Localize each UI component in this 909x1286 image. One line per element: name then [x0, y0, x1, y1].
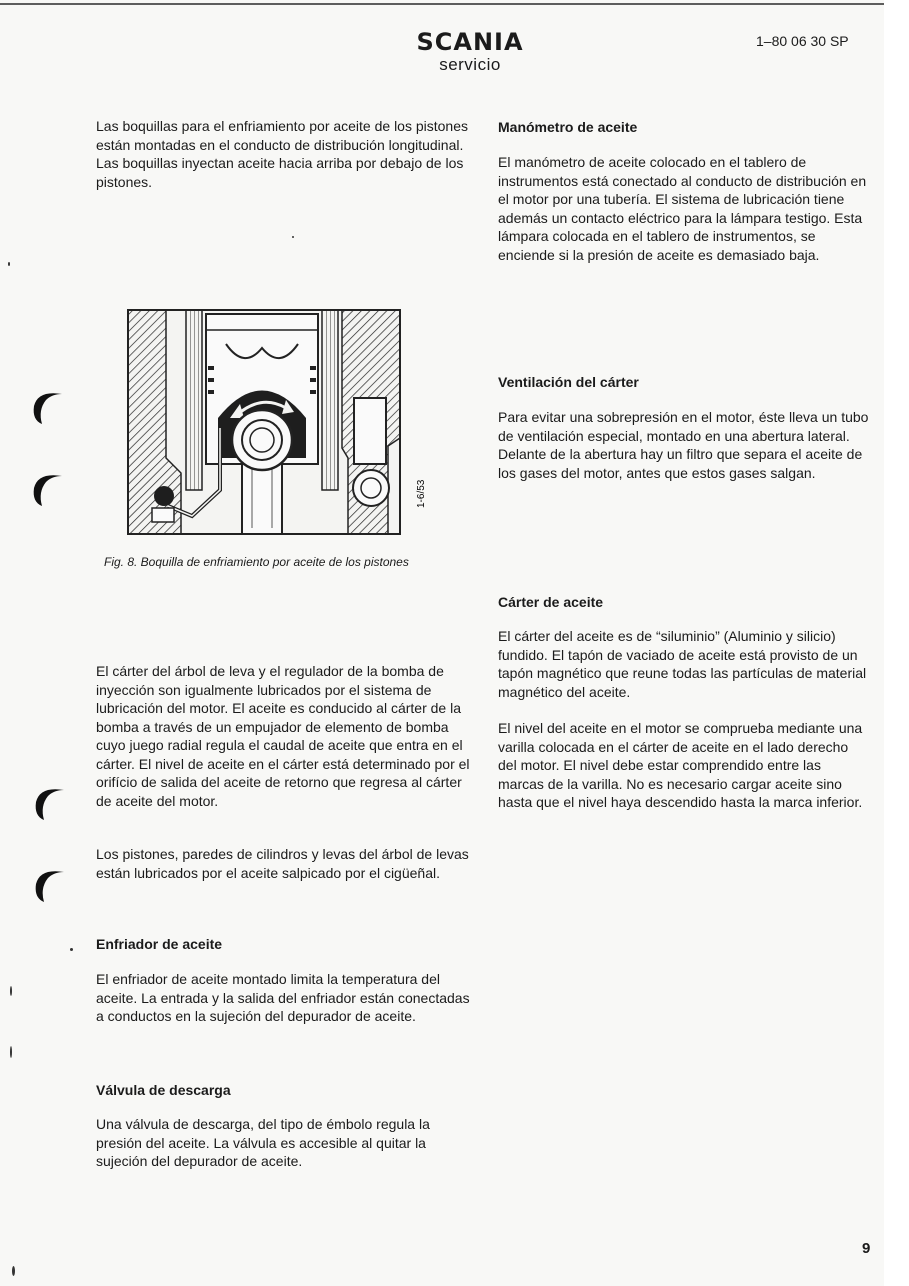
relief-valve-heading: Válvula de descarga — [96, 1082, 231, 1098]
figure-caption: Fig. 8. Boquilla de enfriamiento por aceite de los pistones — [104, 555, 409, 569]
piston-cooling-figure — [126, 308, 444, 540]
crankcase-ventilation-paragraph: Para evitar una sobrepresión en el motor, éste lleva un tubo de ventilación especial, montado en una abertura lateral. Delante de la abertura hay un filtro que separa el aceite de los gases del motor, antes que estos gases salgan. — [498, 409, 869, 481]
top-rule — [0, 3, 884, 5]
oil-cooler-paragraph: El enfriador de aceite montado limita la temperatura del aceite. La entrada y la salida del enfriador están conectadas a conductos en la sujeción del depurador de aceite. — [96, 971, 470, 1024]
camshaft-lubrication-paragraph: El cárter del árbol de leva y el regulador de la bomba de inyección son igualmente lubricados por el sistema de lubricación del motor. El aceite es conducido al cárter de la bomba a través de un empujador de elemento de bomba cuyo juego radial regula el caudal de aceite que entra en el cárter. El nivel de aceite en el cárter está determinado por el orifício de salida del aceite de retorno que regresa al cárter de aceite del motor. — [96, 663, 470, 809]
binder-hole — [30, 864, 70, 904]
oil-gauge-paragraph: El manómetro de aceite colocado en el tablero de instrumentos está conectado al conducto de distribución en el motor por una tubería. El sistema de lubricación tiene además un contacto eléctrico para la lámpara testigo. Esta lámpara colocada en el tablero de instrumentos, se enciende si la presión de aceite es demasiado baja. — [498, 154, 867, 263]
oil-sump-paragraph-1: El cárter del aceite es de “siluminio” (Aluminio y silicio) fundido. El tapón de vaciado de aceite está provisto de un tapón magnético que reune todas las partículas de material magnético del aceite. — [498, 628, 867, 700]
figure-code-label: 1-6/53 — [416, 479, 427, 508]
brand-subtitle: servicio — [439, 55, 501, 74]
binder-hole — [28, 386, 68, 426]
crankcase-ventilation-heading: Ventilación del cárter — [498, 374, 639, 390]
scan-speck — [10, 986, 12, 996]
scan-speck — [10, 1046, 12, 1058]
piston-cooling-diagram — [126, 308, 444, 540]
scan-margin — [884, 0, 909, 1286]
intro-paragraph: Las boquillas para el enfriamiento por aceite de los pistones están montadas en el conducto de distribución longitudinal. Las boquillas inyectan aceite hacia arriba por debajo de los pistones. — [96, 118, 469, 190]
brand-logo: SCANIA — [416, 28, 524, 56]
oil-cooler-heading: Enfriador de aceite — [96, 936, 223, 952]
binder-hole — [30, 782, 70, 822]
oil-sump-heading: Cárter de aceite — [498, 594, 604, 610]
scan-speck — [8, 262, 10, 266]
relief-valve-paragraph: Una válvula de descarga, del tipo de émbolo regula la presión del aceite. La válvula es accesible al quitar la sujeción del depurador de aceite. — [96, 1116, 430, 1169]
scan-speck — [292, 236, 294, 238]
scan-speck — [12, 1266, 15, 1276]
document-code: 1–80 06 30 SP — [756, 33, 849, 49]
binder-hole — [28, 468, 68, 508]
scan-speck — [70, 948, 73, 951]
oil-sump-paragraph-2: El nivel del aceite en el motor se comprueba mediante una varilla colocada en el cárter de aceite en el lado derecho del motor. El nivel debe estar comprendido entre las marcas de la varilla. No es necesario cargar aceite sino hasta que el nivel haya descendido hasta la marca inferior. — [498, 720, 863, 810]
page-number: 9 — [862, 1240, 871, 1257]
oil-gauge-heading: Manómetro de aceite — [498, 119, 638, 135]
pistons-lubrication-paragraph: Los pistones, paredes de cilindros y levas del árbol de levas están lubricados por el aceite salpicado por el cigüeñal. — [96, 846, 469, 881]
